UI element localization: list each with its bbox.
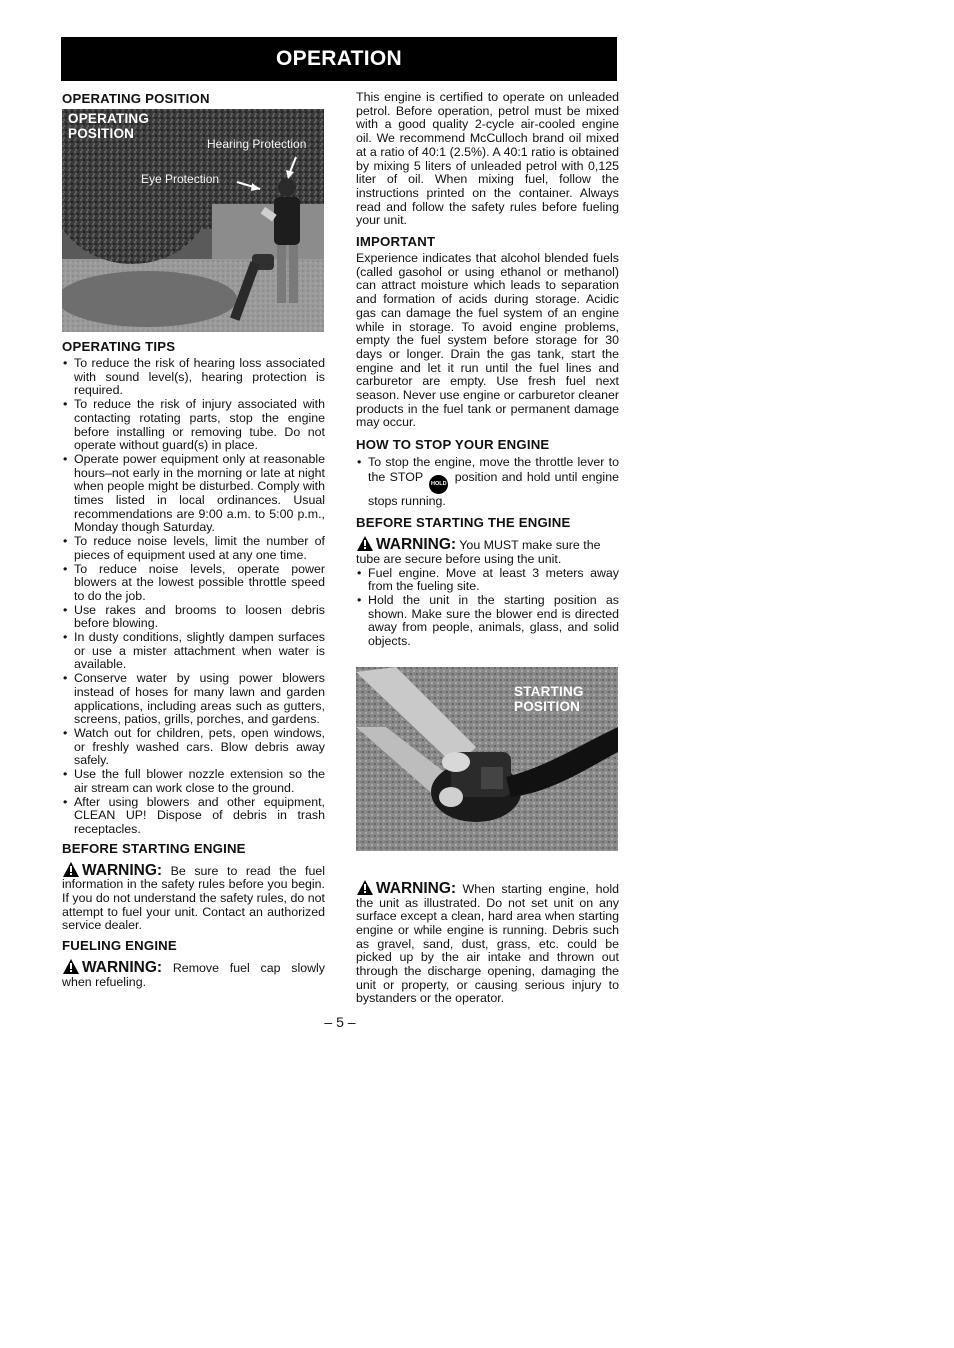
fuel-intro-text: This engine is certified to operate on unleaded petrol. Before operation, petrol must be mixed with a good quality 2-cycle air-cooled engine oil. We recommend McCulloch brand oil mixed at a ratio of 40:1 (2.5%). A 40:1 ratio is obtained by mixing 5 liters of unleaded petrol with 0,125 liter of oil. When mixing fuel, follow the instructions printed on the container. Always read and follow the safety rules before fueling your unit.: [356, 90, 619, 228]
starting-label-line2: POSITION: [514, 698, 581, 714]
warning-triangle-icon: [62, 861, 80, 878]
fueling-warning: [62, 958, 325, 989]
hearing-protection-label: Hearing Protection: [207, 137, 307, 151]
stop-hold-icon: HOLD: [429, 475, 448, 494]
operating-tips-heading: OPERATING TIPS: [62, 339, 176, 354]
warning-triangle-icon: [356, 535, 374, 552]
list-item: • After using blowers and other equipment, CLEAN UP! Dispose of debris in trash receptacles.: [62, 796, 325, 837]
list-item: • Hold the unit in the starting position as shown. Make sure the blower end is directed away from people, animals, glass, and solid objects.: [356, 594, 619, 649]
before-starting-the-engine-heading: BEFORE STARTING THE ENGINE: [356, 515, 571, 531]
important-heading: IMPORTANT: [356, 234, 436, 250]
starting-steps-list: [356, 567, 619, 649]
list-item: • Use the full blower nozzle extension so the air stream can work close to the ground.: [62, 768, 325, 795]
warning-label: WARNING:: [82, 959, 163, 977]
stop-text-before: To stop the engine, move the throttle lever to the STOP: [368, 455, 619, 485]
warning-triangle-icon: [356, 879, 374, 896]
list-item: • In dusty conditions, slightly dampen surfaces or use a mister attachment when water is available.: [62, 631, 325, 672]
list-item: • To reduce noise levels, operate power blowers at the lowest possible throttle speed to do the job.: [62, 563, 325, 604]
warning-text: You MUST make sure the tube are secure before using the unit.: [356, 538, 601, 566]
photo-label-line2: POSITION: [68, 126, 135, 141]
warning-text: Remove fuel cap slowly when refueling.: [62, 961, 325, 989]
final-warning: [356, 879, 619, 1006]
before-starting-engine-heading: BEFORE STARTING ENGINE: [62, 840, 246, 856]
operating-tips-list: [62, 357, 325, 837]
list-item: • Conserve water by using power blowers instead of hoses for many lawn and garden applications, including areas such as gutters, screens, patios, grills, porches, and gardens.: [62, 672, 325, 727]
stop-text-after: position and hold until engine stops running.: [368, 470, 619, 509]
tube-warning: [356, 535, 619, 566]
warning-label: WARNING:: [376, 536, 457, 554]
warning-triangle-icon: [62, 958, 80, 975]
list-item: • To reduce noise levels, limit the number of pieces of equipment used at any one time.: [62, 535, 325, 562]
left-column: [62, 91, 325, 990]
starting-label-line1: STARTING: [514, 683, 584, 699]
list-item: • Operate power equipment only at reasonable hours–not early in the morning or late at night when people might be disturbed. Comply with times listed in local ordinances. Usual recommendations are 9:00 a.m. to 5:00 p.m., Monday though Saturday.: [62, 453, 325, 535]
list-item: [356, 455, 619, 509]
operating-position-photo: [62, 109, 324, 332]
warning-text: When starting engine, hold the unit as illustrated. Do not set unit on any surface except a clean, hard area when starting engine or while engine is running. Debris such as gravel, sand, dust, grass, etc. could be picked up by the air intake and thrown out through the discharge opening, damaging the unit or property, or causing serious injury to bystanders or the operator.: [356, 881, 619, 1006]
warning-label: WARNING:: [376, 879, 457, 897]
eye-protection-label: Eye Protection: [141, 172, 220, 186]
section-title-banner: [61, 37, 617, 81]
page-number: – 5 –: [324, 1014, 356, 1030]
section-title: OPERATION: [276, 47, 402, 70]
list-item: • Fuel engine. Move at least 3 meters away from the fueling site.: [356, 567, 619, 594]
starting-photo-label: [514, 684, 584, 714]
stop-engine-list: [356, 455, 619, 509]
stop-engine-heading: HOW TO STOP YOUR ENGINE: [356, 437, 550, 453]
list-item: • Watch out for children, pets, open windows, or freshly washed cars. Blow debris away safely.: [62, 727, 325, 768]
starting-position-photo: [356, 667, 618, 851]
before-starting-warning: [62, 861, 325, 934]
list-item: • To reduce the risk of injury associated with contacting rotating parts, stop the engine before installing or removing tube. Do not operate without guard(s) in place.: [62, 398, 325, 453]
photo-label-line1: OPERATING: [68, 111, 150, 126]
list-item: • To reduce the risk of hearing loss associated with sound level(s), hearing protection is required.: [62, 357, 325, 398]
list-item: • Use rakes and brooms to loosen debris before blowing.: [62, 604, 325, 631]
photo-label: [68, 111, 149, 141]
warning-label: WARNING:: [82, 861, 163, 879]
right-column: [356, 91, 619, 1006]
important-text: Experience indicates that alcohol blended fuels (called gasohol or using ethanol or methanol) can attract moisture which leads to separation and formation of acids during storage. Acidic gas can damage the fuel system of an engine while in storage. To avoid engine problems, empty the fuel system before storage for 30 days or longer. Drain the gas tank, start the engine and let it run until the fuel lines and carburetor are empty. Use fresh fuel next season. Never use engine or carburetor cleaner products in the fuel tank or permanent damage may occur.: [356, 251, 619, 430]
warning-text: Be sure to read the fuel information in the safety rules before you begin. If you do not understand the safety rules, do not attempt to fuel your unit. Contact an authorized service dealer.: [62, 863, 325, 933]
fueling-engine-heading: FUELING ENGINE: [62, 938, 177, 954]
operating-position-heading: OPERATING POSITION: [62, 91, 210, 106]
